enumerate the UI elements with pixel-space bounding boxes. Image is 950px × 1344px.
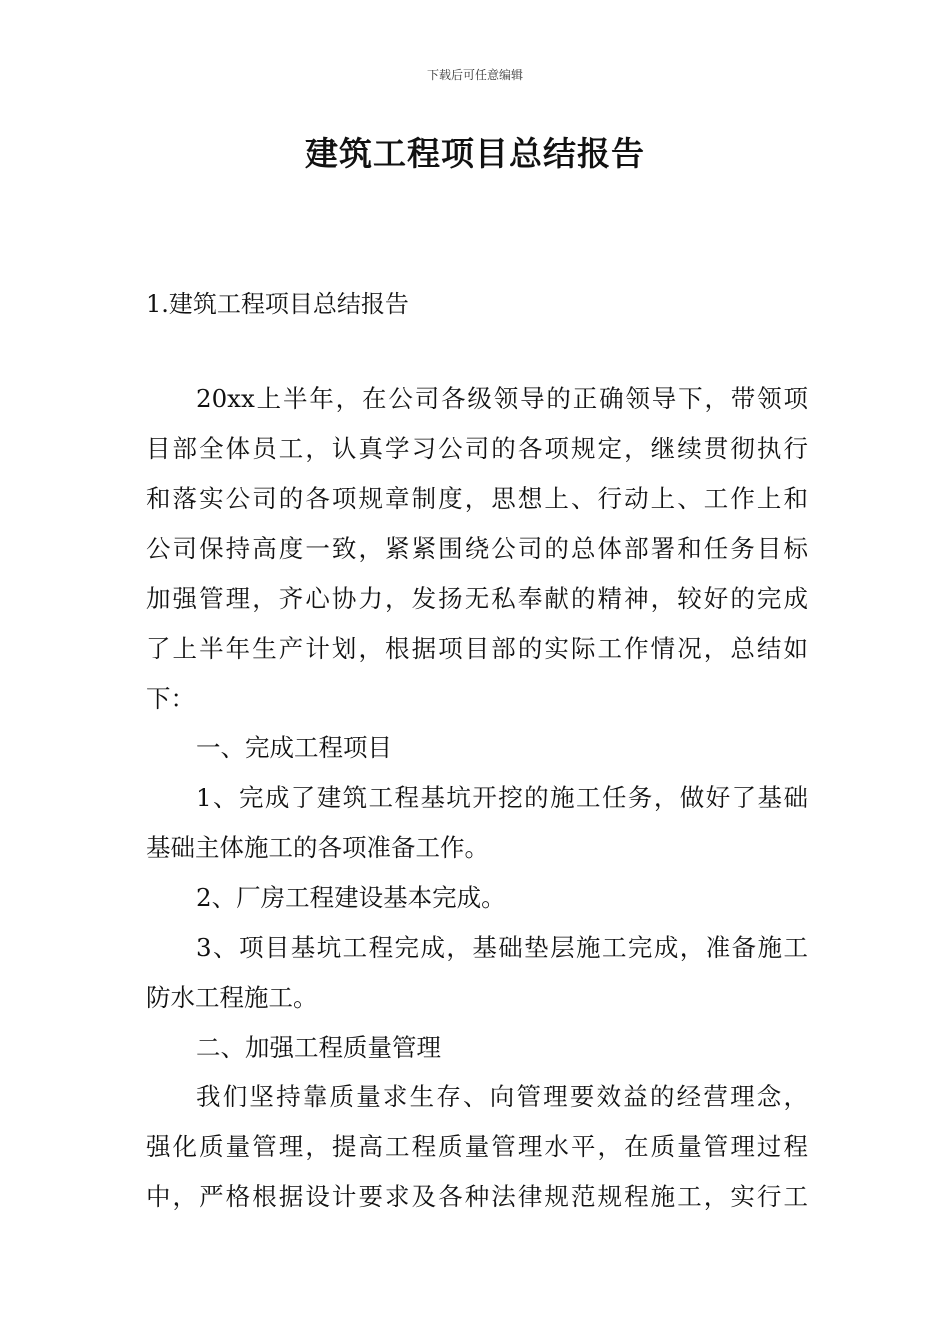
heading-line: 一、完成工程项目 [196, 733, 392, 762]
paragraph-line: 公司保持高度一致，紧紧围绕公司的总体部署和任务目标 [146, 534, 808, 563]
paragraph-line: 防水工程施工。 [146, 983, 318, 1012]
heading-line: 二、加强工程质量管理 [196, 1033, 441, 1062]
paragraph-line: 加强管理，齐心协力，发扬无私奉献的精神，较好的完成 [146, 584, 808, 613]
paragraph-line: 了上半年生产计划，根据项目部的实际工作情况，总结如 [146, 634, 808, 663]
paragraph-line: 3、项目基坑工程完成，基础垫层施工完成，准备施工 [196, 933, 808, 962]
section-heading: 1.建筑工程项目总结报告 [146, 290, 409, 318]
paragraph-line: 和落实公司的各项规章制度，思想上、行动上、工作上和 [146, 484, 808, 513]
paragraph-line: 目部全体员工，认真学习公司的各项规定，继续贯彻执行 [146, 434, 808, 463]
paragraph-line: 1、完成了建筑工程基坑开挖的施工任务，做好了基础 [196, 783, 808, 812]
paragraph-line: 我们坚持靠质量求生存、向管理要效益的经营理念， [196, 1082, 808, 1111]
document-title: 建筑工程项目总结报告 [305, 134, 645, 173]
paragraph-line: 强化质量管理，提高工程质量管理水平，在质量管理过程 [146, 1132, 808, 1161]
paragraph-line: 下： [146, 684, 195, 713]
paragraph-line: 20xx上半年，在公司各级领导的正确领导下，带领项 [196, 384, 808, 413]
paragraph-line: 中，严格根据设计要求及各种法律规范规程施工，实行工 [146, 1182, 808, 1211]
paragraph-line: 基础主体施工的各项准备工作。 [146, 833, 489, 862]
paragraph-line: 2、厂房工程建设基本完成。 [196, 883, 506, 912]
header-note: 下载后可任意编辑 [426, 68, 523, 82]
